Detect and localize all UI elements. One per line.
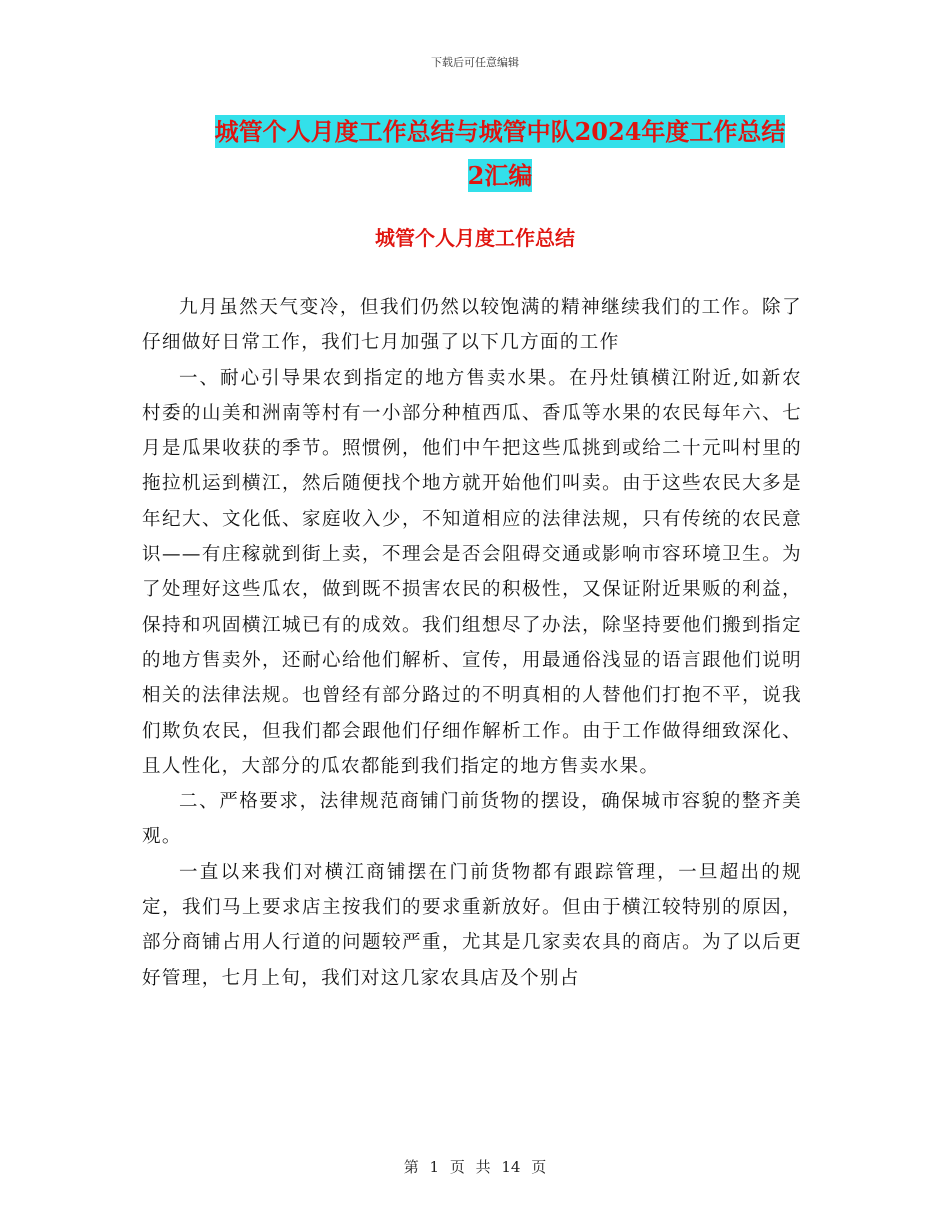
section-title: 城管个人月度工作总结 xyxy=(375,226,575,250)
page-number: 第 1 页 共 14 页 xyxy=(403,1158,547,1176)
document-title xyxy=(150,110,850,198)
header-note: 下载后可任意编辑 xyxy=(431,56,519,69)
document-title-line-2: 2汇编 xyxy=(467,161,533,190)
paragraph: 一、耐心引导果农到指定的地方售卖水果。在丹灶镇横江附近,如新农村委的山美和洲南等村有一小部分种植西瓜、香瓜等水果的农民每年六、七月是瓜果收获的季节。照惯例，他们中午把这些瓜挑到或给二十元叫村里的拖拉机运到横江，然后随便找个地方就开始他们叫卖。由于这些农民大多是年纪大、文化低、家庭收入少，不知道相应的法律法规，只有传统的农民意识——有庄稼就到街上卖，不理会是否会阻碍交通或影响市容环境卫生。为了处理好这些瓜农，做到既不损害农民的积极性，又保证附近果贩的利益，保持和巩固横江城已有的成效。我们组想尽了办法，除坚持要他们搬到指定的地方售卖外，还耐心给他们解析、宣传，用最通俗浅显的语言跟他们说明相关的法律法规。也曾经有部分路过的不明真相的人替他们打抱不平，说我们欺负农民，但我们都会跟他们仔细作解析工作。由于工作做得细致深化、且人性化，大部分的瓜农都能到我们指定的地方售卖水果。 xyxy=(142,367,802,777)
document-body xyxy=(142,290,802,996)
paragraph: 二、严格要求，法律规范商铺门前货物的摆设，确保城市容貌的整齐美观。 xyxy=(142,791,802,848)
document-title-line-1: 城管个人月度工作总结与城管中队2024年度工作总结 xyxy=(214,117,786,146)
paragraph: 九月虽然天气变冷，但我们仍然以较饱满的精神继续我们的工作。除了仔细做好日常工作，我们七月加强了以下几方面的工作 xyxy=(142,297,802,354)
paragraph: 一直以来我们对横江商铺摆在门前货物都有跟踪管理，一旦超出的规定，我们马上要求店主按我们的要求重新放好。但由于横江较特别的原因，部分商铺占用人行道的问题较严重，尤其是几家卖农具的商店。为了以后更好管理，七月上旬，我们对这几家农具店及个别占 xyxy=(142,861,802,989)
